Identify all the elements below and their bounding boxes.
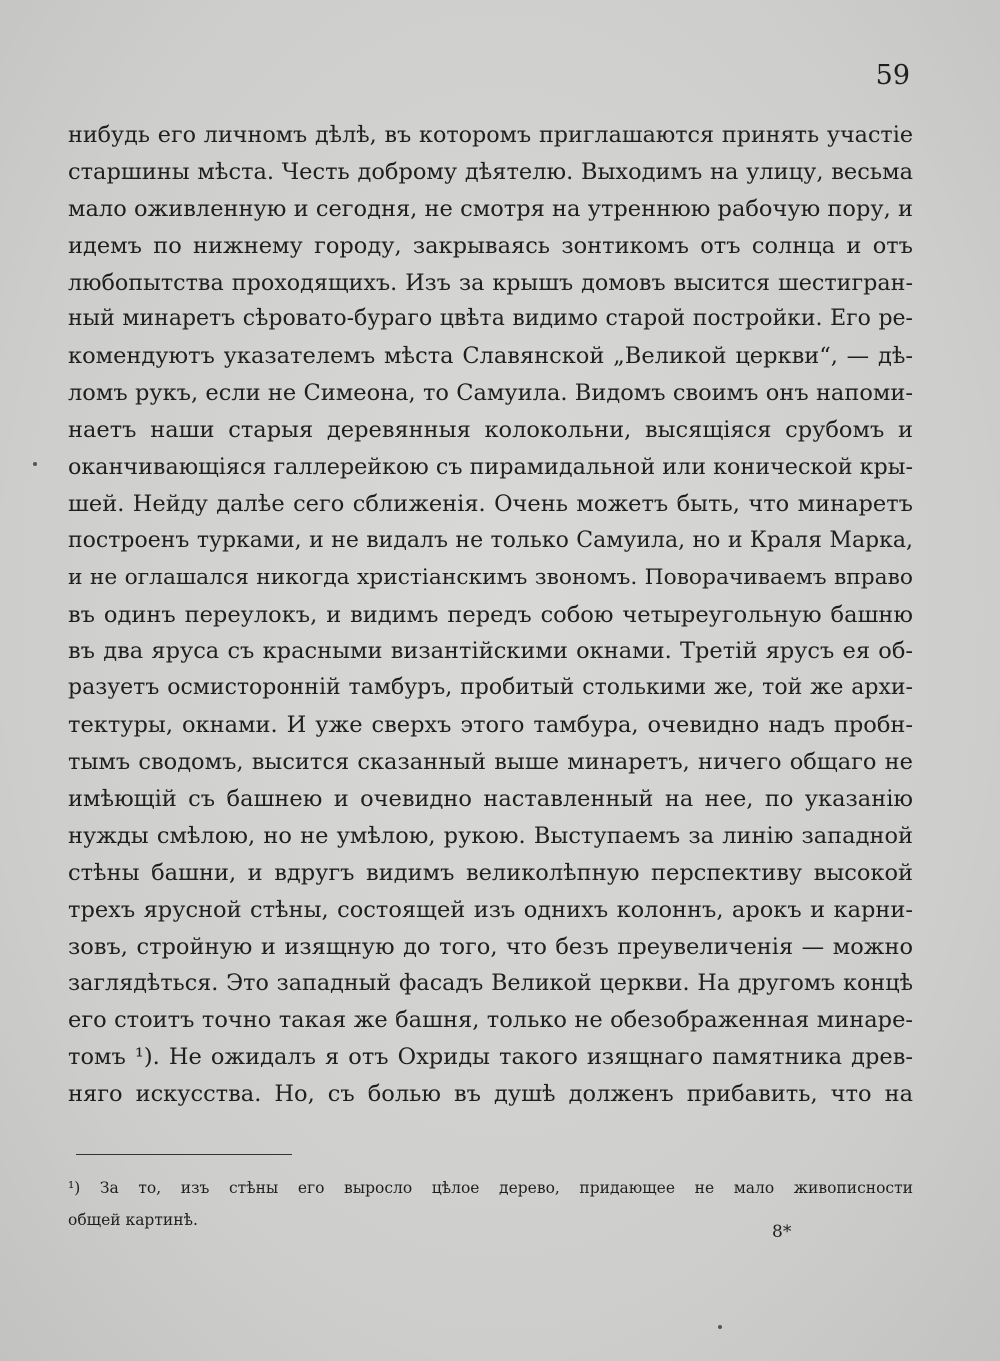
text-line: мало оживленную и сегодня, не смотря на утреннюю рабочую пору, и — [68, 195, 913, 222]
text-line: старшины мѣста. Честь доброму дѣятелю. Выходимъ на улицу, весьма — [68, 158, 913, 185]
paper-speck — [33, 462, 37, 466]
text-line: ный минаретъ сѣровато-бураго цвѣта видимо старой постройки. Его ре- — [68, 306, 913, 332]
text-line: няго искусства. Но, съ болью въ душѣ долженъ прибавить, что на — [68, 1081, 913, 1108]
text-line: трехъ ярусной стѣны, состоящей изъ однихъ колоннъ, арокъ и карни- — [68, 896, 913, 923]
text-line: его стоитъ точно такая же башня, только не обезображенная минаре- — [68, 1007, 913, 1034]
text-line: томъ ¹). Не ожидалъ я отъ Охриды такого изящнаго памятника древ- — [68, 1044, 913, 1071]
text-line: шей. Нейду далѣе сего сближенія. Очень можетъ быть, что минаретъ — [68, 490, 913, 517]
text-line: наетъ наши старыя деревянныя колокольни, высящіяся срубомъ и — [68, 417, 913, 444]
text-line: любопытства проходящихъ. Изъ за крышъ домовъ высится шестигран- — [68, 269, 913, 296]
text-line: нужды смѣлою, но не умѣлою, рукою. Выступаемъ за линію западной — [68, 822, 913, 849]
text-line: заглядѣться. Это западный фасадъ Великой церкви. На другомъ концѣ — [68, 970, 913, 997]
text-line: построенъ турками, и не видалъ не только Самуила, но и Краля Марка, — [68, 527, 913, 553]
text-line: имѣющій съ башнею и очевидно наставленный на нее, по указанію — [68, 786, 913, 813]
signature-mark: 8* — [772, 1222, 792, 1242]
footnote-line: общей картинѣ. — [68, 1211, 198, 1229]
footnote-separator — [76, 1154, 292, 1155]
text-line: ломъ рукъ, если не Симеона, то Самуила. Видомъ своимъ онъ напоми- — [68, 380, 913, 407]
text-line: тымъ сводомъ, высится сказанный выше минаретъ, ничего общаго не — [68, 749, 913, 776]
text-line: комендуютъ указателемъ мѣста Славянской „Великой церкви“, — дѣ- — [68, 343, 913, 370]
text-line: и не оглашался никогда христіанскимъ звономъ. Поворачиваемъ вправо — [68, 564, 913, 590]
text-line: въ одинъ переулокъ, и видимъ передъ собою четыреугольную башню — [68, 601, 913, 628]
footnote-line: ¹) За то, изъ стѣны его выросло цѣлое дерево, придающее не мало живописности — [68, 1179, 913, 1197]
text-line: нибудь его личномъ дѣлѣ, въ которомъ приглашаются принять участіе — [68, 122, 913, 148]
text-line: зовъ, стройную и изящную до того, что безъ преувеличенія — можно — [68, 933, 913, 960]
text-line: идемъ по нижнему городу, закрываясь зонтикомъ отъ солнца и отъ — [68, 232, 913, 259]
text-line: стѣны башни, и вдругъ видимъ великолѣпную перспективу высокой — [68, 859, 913, 886]
text-line: тектуры, окнами. И уже сверхъ этого тамбура, очевидно надъ пробн- — [68, 712, 913, 739]
text-line: разуетъ осмисторонній тамбуръ, пробитый столькими же, той же архи- — [68, 675, 913, 701]
text-line: въ два яруса съ красными византійскими окнами. Третій ярусъ ея об- — [68, 638, 913, 665]
page-number: 59 — [875, 60, 910, 91]
body-text — [68, 117, 913, 1113]
paper-speck — [718, 1325, 722, 1329]
text-line: оканчивающіяся галлерейкою съ пирамидальной или конической кры- — [68, 454, 913, 481]
